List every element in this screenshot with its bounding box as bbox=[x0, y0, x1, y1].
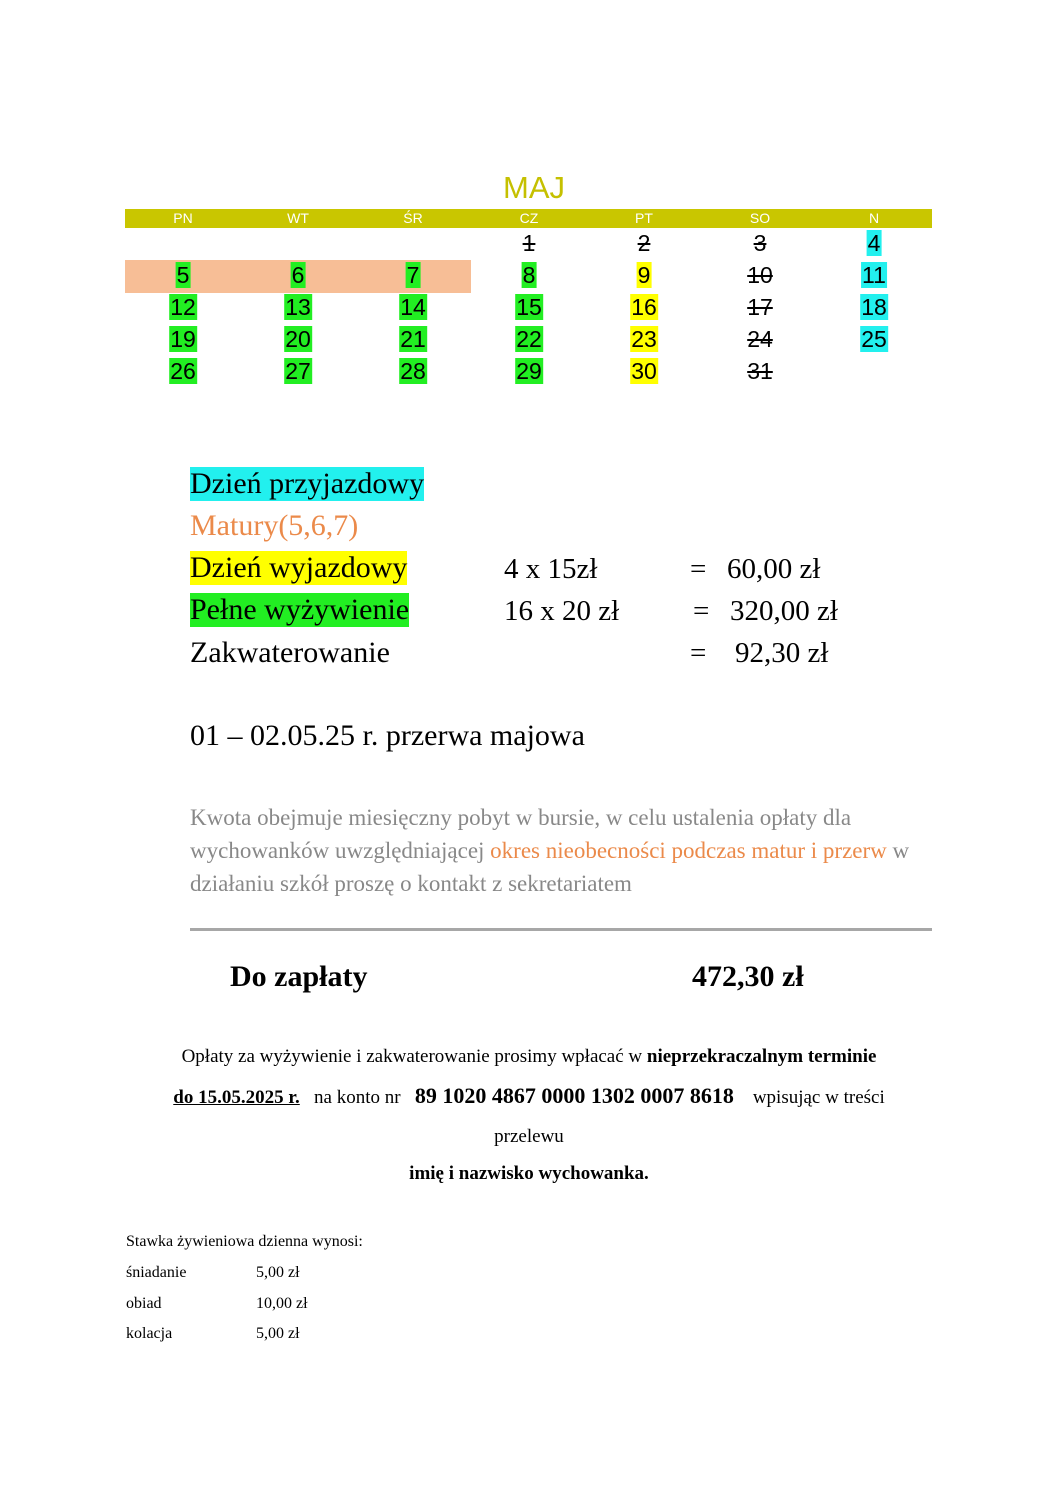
info-highlight: okres nieobecności podczas matur i przerw bbox=[490, 838, 887, 863]
calendar-day: 13 bbox=[285, 294, 311, 320]
calendar-day: 9 bbox=[637, 262, 651, 288]
weekday-5: SO bbox=[749, 210, 771, 226]
calendar-day: 22 bbox=[516, 326, 542, 352]
payment-line-4: imię i nazwisko wychowanka. bbox=[409, 1163, 649, 1184]
calendar-day: 4 bbox=[867, 230, 881, 256]
weekday-header bbox=[125, 209, 932, 228]
calendar-day: 25 bbox=[861, 326, 887, 352]
calendar-day: 14 bbox=[400, 294, 426, 320]
calendar-day: 26 bbox=[170, 358, 196, 384]
legend-arrival: Dzień przyjazdowy bbox=[190, 467, 425, 500]
accommodation-eq: = bbox=[690, 637, 707, 669]
payment-tail: wpisując w treści bbox=[752, 1087, 885, 1108]
payment-text: Opłaty za wyżywienie i zakwaterowanie prosimy wpłacać w bbox=[181, 1046, 647, 1067]
weekday-3: CZ bbox=[519, 210, 539, 226]
month-title: MAJ bbox=[503, 170, 565, 205]
calendar-day: 5 bbox=[176, 262, 190, 288]
payment-deadline: do 15.05.2025 r. bbox=[173, 1087, 300, 1108]
calendar-day: 2 bbox=[637, 230, 651, 256]
weekday-4: PT bbox=[635, 210, 653, 226]
calendar-day: 10 bbox=[747, 262, 773, 288]
calendar-day: 18 bbox=[861, 294, 887, 320]
calendar-day: 31 bbox=[747, 358, 773, 384]
calendar-day: 27 bbox=[285, 358, 311, 384]
due-label: Do zapłaty bbox=[230, 960, 368, 993]
calendar-day: 1 bbox=[522, 230, 536, 256]
legend-matury: Matury(5,6,7) bbox=[190, 509, 359, 542]
departure-eq: = bbox=[690, 553, 707, 585]
calendar-day: 29 bbox=[516, 358, 542, 384]
payment-deadline-note: nieprzekraczalnym terminie bbox=[646, 1046, 877, 1067]
rate-name: obiad bbox=[126, 1295, 162, 1312]
calendar-day: 15 bbox=[516, 294, 542, 320]
rate-value: 5,00 zł bbox=[256, 1264, 300, 1281]
calendar-day: 24 bbox=[747, 326, 773, 352]
calendar-day: 8 bbox=[522, 262, 536, 288]
legend-full-board: Pełne wyżywienie bbox=[190, 593, 410, 626]
calendar-day: 16 bbox=[631, 294, 657, 320]
legend-departure: Dzień wyjazdowy bbox=[190, 551, 408, 584]
rate-value: 5,00 zł bbox=[256, 1325, 300, 1342]
rate-name: kolacja bbox=[126, 1325, 173, 1342]
full-board-total: 320,00 zł bbox=[730, 595, 838, 627]
rates-heading: Stawka żywieniowa dzienna wynosi: bbox=[126, 1233, 363, 1250]
rate-name: śniadanie bbox=[126, 1264, 187, 1281]
full-board-qty: 16 x 20 zł bbox=[504, 595, 620, 627]
weekday-0: PN bbox=[173, 210, 193, 226]
rate-value: 10,00 zł bbox=[256, 1295, 308, 1312]
divider bbox=[190, 928, 932, 931]
calendar-day: 17 bbox=[747, 294, 773, 320]
departure-qty: 4 x 15zł bbox=[504, 553, 598, 585]
calendar-day: 21 bbox=[400, 326, 426, 352]
legend-accommodation: Zakwaterowanie bbox=[190, 636, 390, 669]
calendar-day: 12 bbox=[170, 294, 196, 320]
account-number: 89 1020 4867 0000 1302 0007 8618 bbox=[414, 1083, 734, 1108]
calendar-day: 11 bbox=[862, 262, 886, 288]
calendar-day: 6 bbox=[291, 262, 305, 288]
break-note: 01 – 02.05.25 r. przerwa majowa bbox=[190, 719, 585, 752]
calendar-day: 19 bbox=[170, 326, 196, 352]
calendar-day: 20 bbox=[285, 326, 311, 352]
accommodation-total: 92,30 zł bbox=[735, 637, 829, 669]
calendar-day: 23 bbox=[631, 326, 657, 352]
info-text-1: Kwota obejmuje miesięczny pobyt w bursie, w celu ustalenia opłaty dla wychowanków uwzględniającej bbox=[190, 805, 852, 863]
account-label: na konto nr bbox=[314, 1087, 401, 1108]
calendar-day: 30 bbox=[631, 358, 657, 384]
departure-total: 60,00 zł bbox=[727, 553, 821, 585]
full-board-eq: = bbox=[693, 595, 710, 627]
weekday-6: N bbox=[868, 210, 880, 226]
payment-line-1 bbox=[0, 1046, 1058, 1068]
payment-line-3: przelewu bbox=[494, 1126, 564, 1147]
info-text-2: w działaniu szkół proszę o kontakt z sekretariatem bbox=[190, 838, 910, 896]
calendar-day: 7 bbox=[406, 262, 420, 288]
info-paragraph bbox=[190, 801, 950, 900]
weekday-2: ŚR bbox=[403, 210, 423, 226]
payment-line-2 bbox=[0, 1083, 1058, 1109]
weekday-1: WT bbox=[287, 210, 309, 226]
calendar-day: 28 bbox=[400, 358, 426, 384]
due-amount: 472,30 zł bbox=[692, 960, 804, 993]
calendar-day: 3 bbox=[753, 230, 767, 256]
